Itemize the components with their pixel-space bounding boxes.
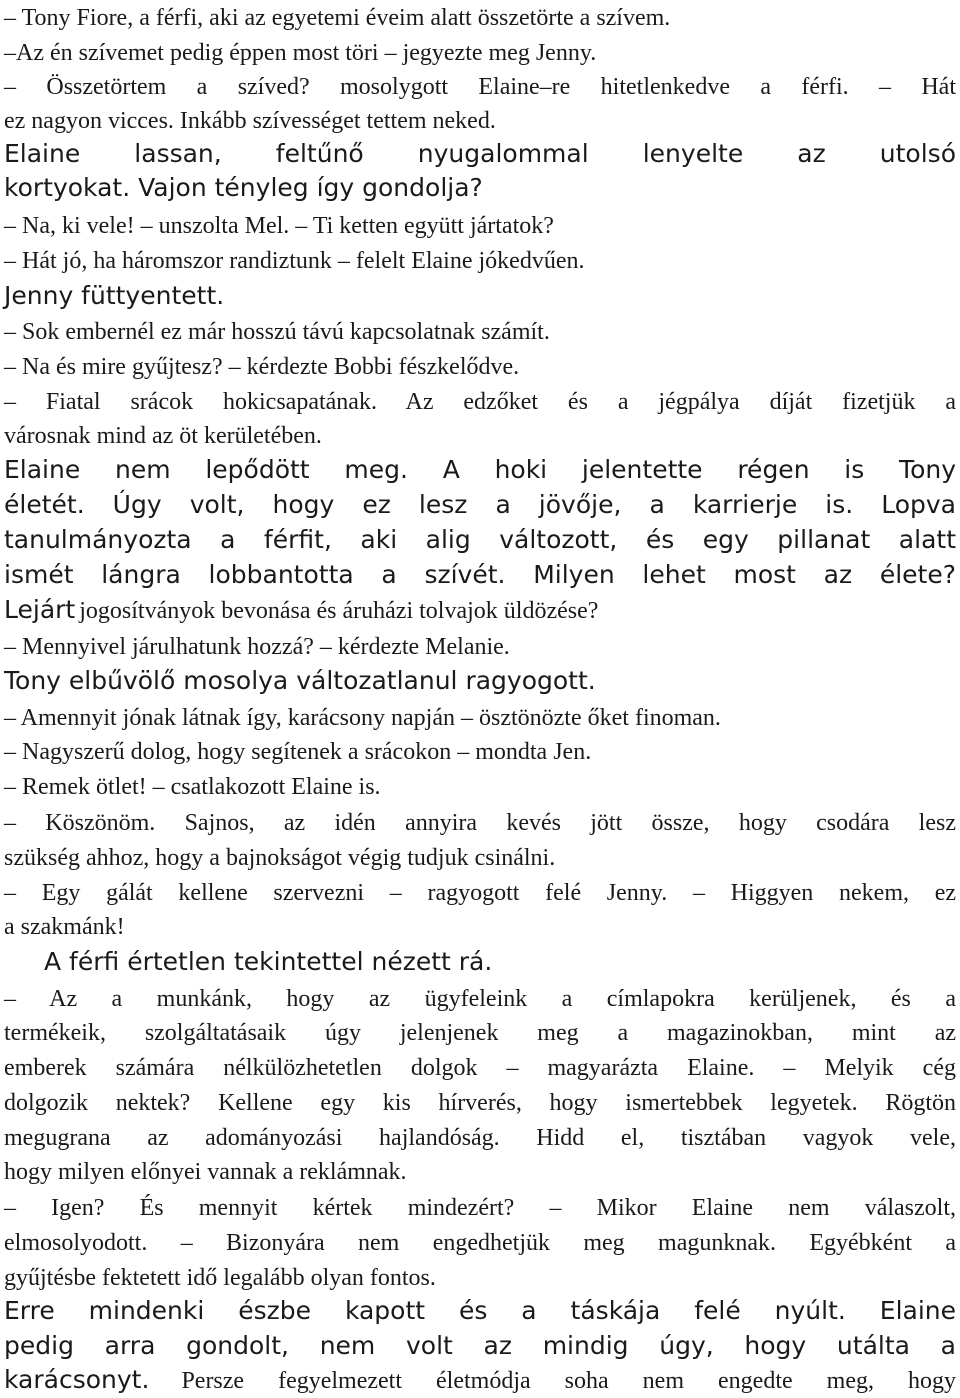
text-line: termékeik, szolgáltatásaik úgy jelenjenek meg a magazinokban, mint az [4, 1020, 956, 1046]
text-line: a szakmánk! [4, 914, 125, 940]
text-line: életét. Úgy volt, hogy ez lesz a jövője, a karrierje is. Lopva [4, 490, 956, 519]
text-line: – Nagyszerű dolog, hogy segítenek a srácokon – mondta Jen. [4, 739, 592, 765]
text-line: dolgozik nektek? Kellene egy kis hírverés, hogy ismertebbek legyetek. Rögtön [4, 1090, 956, 1116]
text-run: Persze fegyelmezett életmódja soha nem engedte meg, hogy [181, 1368, 956, 1394]
text-run: Lejárt [4, 595, 76, 624]
text-line: ismét lángra lobbantotta a szívét. Milyen lehet most az élete? [4, 560, 956, 589]
text-line: – Na, ki vele! – unszolta Mel. – Ti ketten együtt jártatok? [4, 213, 554, 239]
text-run: karácsonyt. [4, 1365, 150, 1394]
text-line: pedig arra gondolt, nem volt az mindig úgy, hogy utálta a [4, 1331, 956, 1360]
text-line: ez nagyon vicces. Inkább szívességet tettem neked. [4, 108, 496, 134]
text-line: szükség ahhoz, hogy a bajnokságot végig tudjuk csinálni. [4, 845, 556, 871]
text-line: Elaine nem lepődött meg. A hoki jelentette régen is Tony [4, 455, 956, 484]
text-line: – Igen? És mennyit kértek mindezért? – Mikor Elaine nem válaszolt, [4, 1195, 956, 1221]
text-line: megugrana az adományozási hajlandóság. Hidd el, tisztában vagyok vele, [4, 1125, 956, 1151]
text-run: jogosítványok bevonása és áruházi tolvajok üldözése? [79, 598, 599, 624]
text-line: városnak mind az öt kerületében. [4, 423, 322, 449]
text-line: elmosolyodott. – Bizonyára nem engedhetjük meg magunknak. Egyébként a [4, 1230, 956, 1256]
text-line: Elaine lassan, feltűnő nyugalommal lenyelte az utolsó [4, 139, 956, 168]
text-line [4, 1367, 956, 1393]
text-line: emberek számára nélkülözhetetlen dolgok – magyarázta Elaine. – Melyik cég [4, 1055, 956, 1081]
text-line: – Tony Fiore, a férfi, aki az egyetemi éveim alatt összetörte a szívem. [4, 5, 671, 31]
text-line: – Remek ötlet! – csatlakozott Elaine is. [4, 774, 381, 800]
text-line: – Na és mire gyűjtesz? – kérdezte Bobbi fészkelődve. [4, 354, 520, 380]
text-line: A férfi értetlen tekintettel nézett rá. [44, 947, 493, 976]
text-line: hogy milyen előnyei vannak a reklámnak. [4, 1159, 407, 1185]
text-line: gyűjtésbe fektetett idő legalább olyan fontos. [4, 1265, 436, 1291]
text-line: tanulmányozta a férfit, aki alig változott, és egy pillanat alatt [4, 525, 956, 554]
text-line: Tony elbűvölő mosolya változatlanul ragyogott. [4, 666, 596, 695]
text-line: – Összetörtem a szíved? mosolygott Elaine–re hitetlenkedve a férfi. – Hát [4, 74, 956, 100]
text-line: – Hát jó, ha háromszor randiztunk – felelt Elaine jókedvűen. [4, 248, 585, 274]
text-line: –Az én szívemet pedig éppen most töri – jegyezte meg Jenny. [4, 40, 597, 66]
text-line: – Az a munkánk, hogy az ügyfeleink a címlapokra kerüljenek, és a [4, 986, 956, 1012]
text-line: Jenny füttyentett. [4, 281, 225, 310]
text-line: – Mennyivel járulhatunk hozzá? – kérdezte Melanie. [4, 634, 510, 660]
text-line [4, 597, 956, 623]
text-line: – Fiatal srácok hokicsapatának. Az edzőket és a jégpálya díját fizetjük a [4, 389, 956, 415]
text-line: Erre mindenki észbe kapott és a táskája felé nyúlt. Elaine [4, 1296, 956, 1325]
text-line: – Köszönöm. Sajnos, az idén annyira kevés jött össze, hogy csodára lesz [4, 810, 956, 836]
text-line: – Amennyit jónak látnak így, karácsony napján – ösztönözte őket finoman. [4, 705, 721, 731]
text-line: – Sok embernél ez már hosszú távú kapcsolatnak számít. [4, 319, 550, 345]
text-line: – Egy gálát kellene szervezni – ragyogott felé Jenny. – Higgyen nekem, ez [4, 880, 956, 906]
text-line: kortyokat. Vajon tényleg így gondolja? [4, 173, 483, 202]
